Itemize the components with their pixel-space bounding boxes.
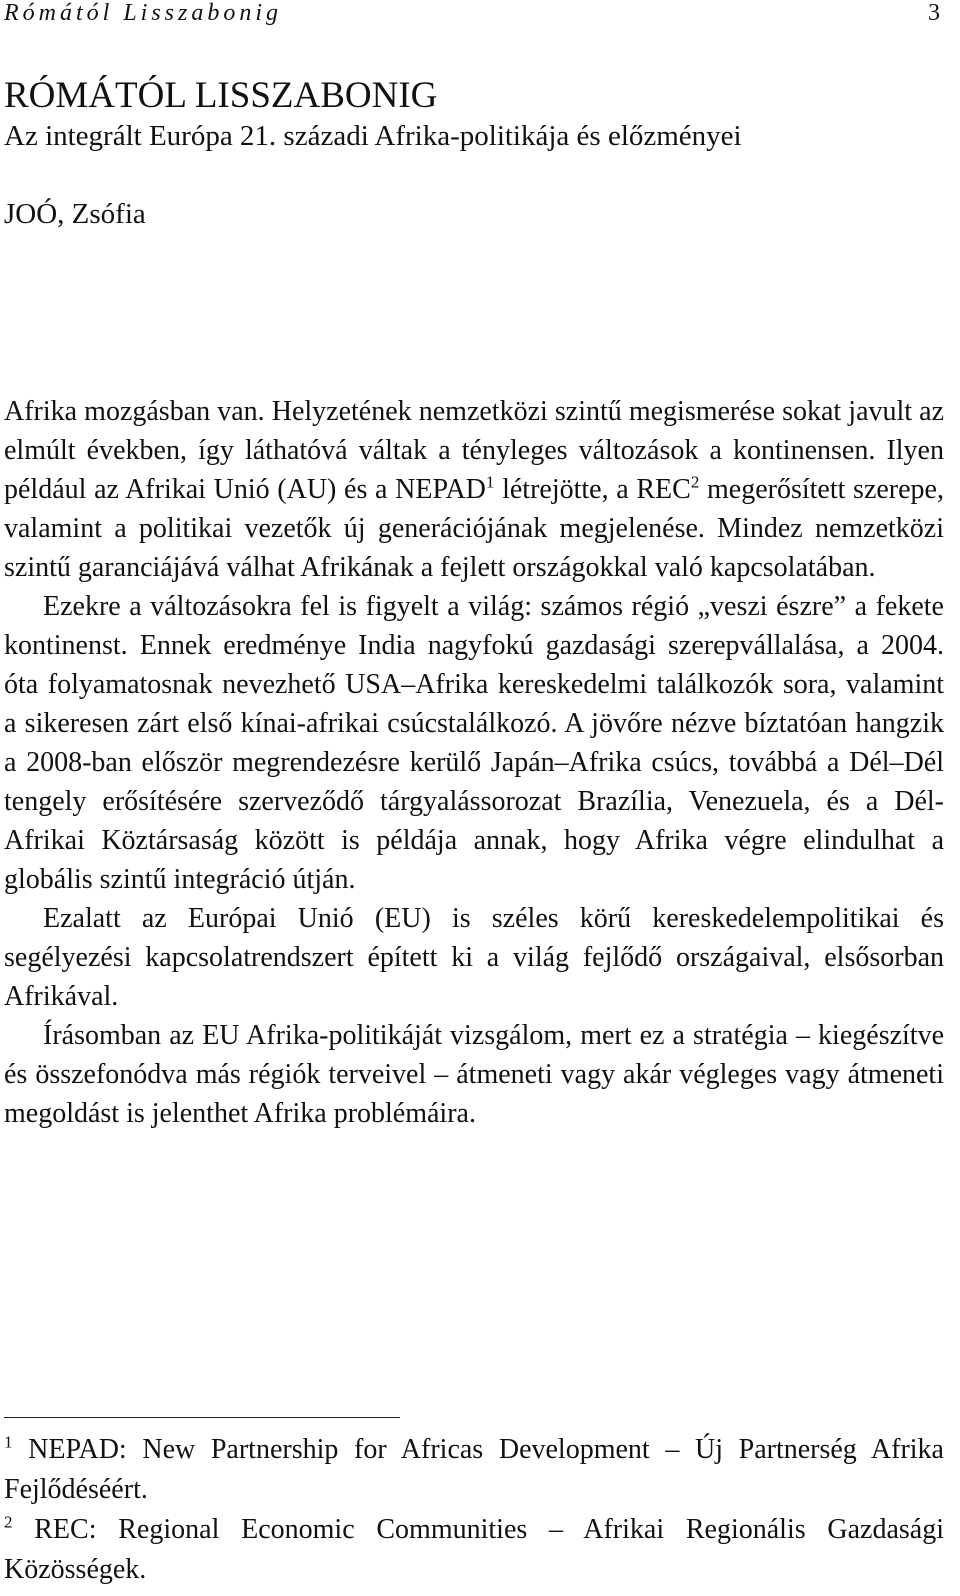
- footnote-ref-2: 2: [690, 472, 700, 492]
- body-text: [4, 392, 944, 1133]
- footnote-ref-1: 1: [485, 472, 495, 492]
- paragraph-1: [4, 392, 944, 587]
- article-subtitle: Az integrált Európa 21. századi Afrika-politikája és előzményei: [4, 120, 742, 152]
- paragraph-3: Ezalatt az Európai Unió (EU) is széles körű kereskedelempolitikai és segélyezési kapcsolatrendszert épített ki a világ fejlődő országaival, elsősorban Afrikával.: [4, 903, 944, 1012]
- footnote-2-marker: 2: [4, 1512, 13, 1532]
- footnote-separator: [4, 1417, 400, 1418]
- footnote-1: [4, 1430, 944, 1510]
- footnote-2-text: REC: Regional Economic Communities – Afrikai Regionális Gazdasági Közösségek.: [4, 1514, 944, 1585]
- running-header: [4, 0, 940, 32]
- paragraph-1-part-a: Afrika mozgásban van. Helyzetének nemzetközi szintű megismerése sokat javult az elmúlt években, így láthatóvá váltak a tényleges változások a kontinensen. Ilyen például az Afrikai Unió (AU) és a NEPAD: [4, 396, 944, 505]
- page-number: 3: [928, 0, 940, 26]
- paragraph-1-part-c: megerősített szerepe, valamint a politikai vezetők új generációjának megjelenése. Mindez nemzetközi szintű garanciájává válhat Afrikának a fejlett országokkal való kapcsolatában.: [4, 474, 944, 583]
- footnote-1-text: NEPAD: New Partnership for Africas Development – Új Partnerség Afrika Fejlődéséért.: [4, 1434, 944, 1505]
- article-title: RÓMÁTÓL LISSZABONIG: [4, 75, 438, 116]
- paragraph-4: Írásomban az EU Afrika-politikáját vizsgálom, mert ez a stratégia – kiegészítve és összefonódva más régiók terveivel – átmeneti vagy akár végleges vagy átmeneti megoldást is jelenthet Afrika problémáira.: [4, 1020, 944, 1129]
- footnotes: [4, 1430, 944, 1590]
- footnote-2: [4, 1510, 944, 1590]
- article-author: JOÓ, Zsófia: [4, 198, 146, 230]
- paragraph-2: Ezekre a változásokra fel is figyelt a világ: számos régió „veszi észre” a fekete kontinenst. Ennek eredménye India nagyfokú gazdasági szerepvállalása, a 2004. óta folyamatosnak nevezhető USA–Afrika kereskedelmi találkozók sora, valamint a sikeresen zárt első kínai-afrikai csúcstalálkozó. A jövőre nézve bíztatóan hangzik a 2008-ban először megrendezésre kerülő Japán–Afrika csúcs, továbbá a Dél–Dél tengely erősítésére szerveződő tárgyalássorozat Brazília, Venezuela, és a Dél-Afrikai Köztársaság között is példája annak, hogy Afrika végre elindulhat a globális szintű integráció útján.: [4, 591, 944, 895]
- footnote-1-marker: 1: [4, 1432, 13, 1452]
- paragraph-1-part-b: létrejötte, a REC: [494, 474, 691, 505]
- running-title: Rómától Lisszabonig: [4, 0, 283, 26]
